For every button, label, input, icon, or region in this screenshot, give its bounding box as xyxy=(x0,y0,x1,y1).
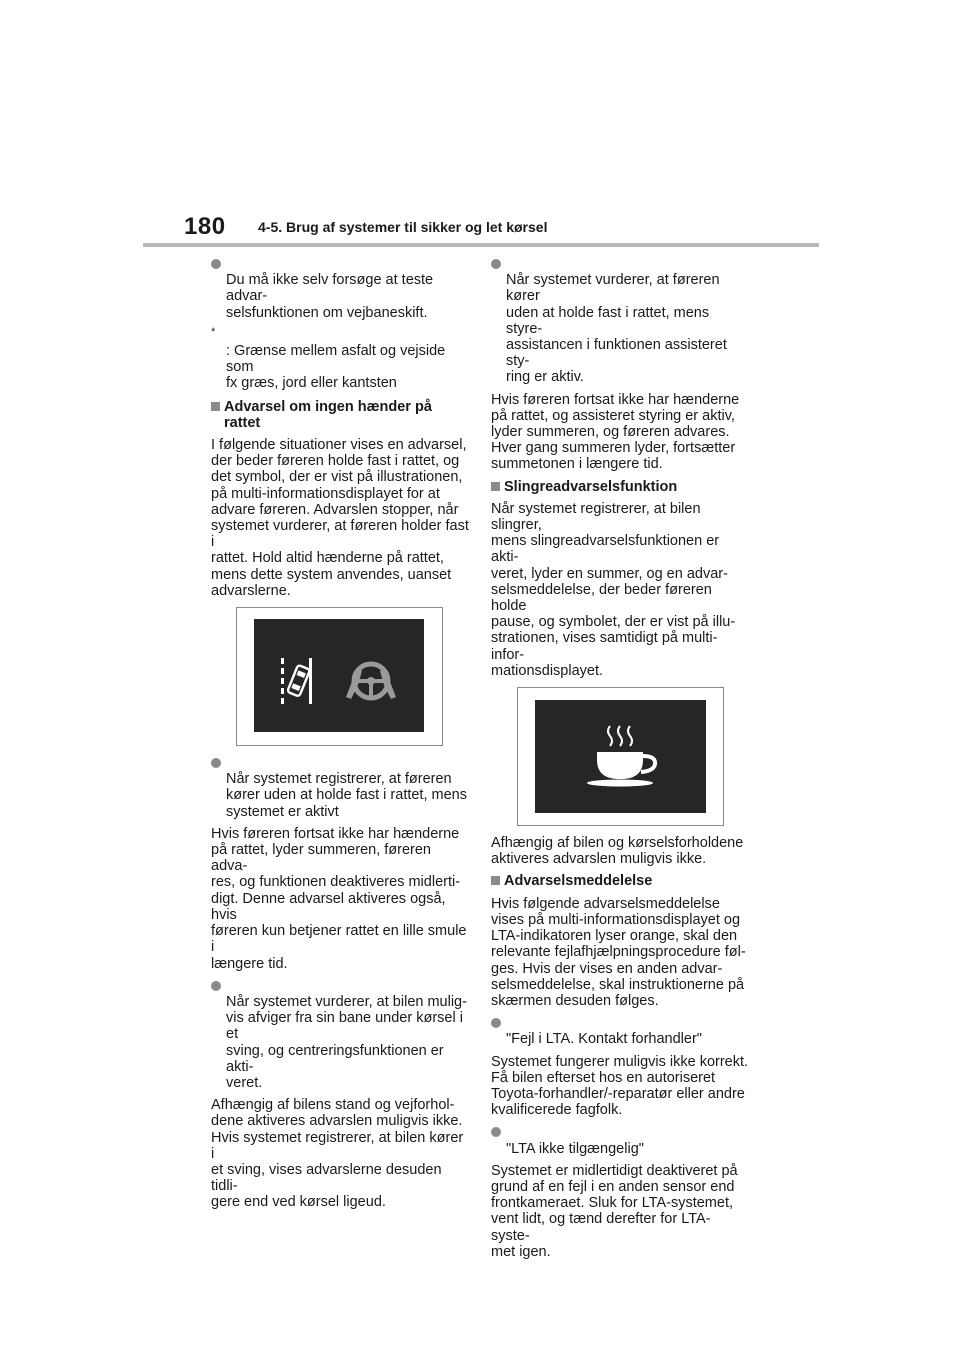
heading-text: Advarsel om ingen hænder på rattet xyxy=(224,398,432,431)
paragraph: Systemet fungerer muligvis ikke korrekt. Få bilen efterset hos en autoriseret Toyota-forhandler/-reparatør eller andre kvalificerede fagfolk. xyxy=(491,1053,749,1119)
bullet-item xyxy=(211,978,469,1091)
section-heading xyxy=(491,873,749,889)
bullet-text: "Fejl i LTA. Kontakt forhandler" xyxy=(506,1031,702,1048)
bullet-item xyxy=(491,1124,749,1156)
bullet-text: Når systemet registrerer, at føreren kører uden at holde fast i rattet, mens systemet er aktivt xyxy=(226,771,467,820)
bullet-text: Du må ikke selv forsøge at teste advar- selsfunktionen om vejbaneskift. xyxy=(226,272,434,321)
heading-square-icon xyxy=(211,402,220,411)
heading-text: Advarselsmeddelelse xyxy=(504,873,653,890)
paragraph: Når systemet registrerer, at bilen slingrer, mens slingreadvarselsfunktionen er akti- veret, lyder en summer, og en advar- selsmeddelelse, der beder føreren holde pause, og symbolet, der er vist på illu- strationen, vises samtidigt på multi-infor- mationsdisplayet. xyxy=(491,500,736,679)
bullet-text: Når systemet vurderer, at føreren kører uden at holde fast i rattet, mens styre- assistancen i funktionen assisteret sty- ring er aktiv. xyxy=(506,272,727,386)
coffee-cup-icon xyxy=(587,726,655,787)
page-number: 180 xyxy=(184,213,226,240)
header-divider xyxy=(143,243,819,247)
paragraph: Afhængig af bilen og kørselsforholdene aktiveres advarslen muligvis ikke. xyxy=(491,835,744,868)
footnote-text: : Grænse mellem asfalt og vejside som fx græs, jord eller kantsten xyxy=(226,343,446,392)
lane-departure-icon xyxy=(281,658,312,704)
heading-text: Slingreadvarselsfunktion xyxy=(504,478,678,495)
bullet-icon xyxy=(491,1018,501,1028)
section-heading xyxy=(211,399,469,431)
bullet-item xyxy=(211,755,469,820)
bullet-icon xyxy=(211,259,221,269)
heading-square-icon xyxy=(491,876,500,885)
hands-on-wheel-icon xyxy=(346,664,396,699)
paragraph: Afhængig af bilens stand og vejforhol- dene aktiveres advarslen muligvis ikke. Hvis systemet registrerer, at bilen kører i et sving, vises advarslerne desuden tidli- gere end ved kørsel ligeud. xyxy=(211,1097,464,1211)
bullet-text: "LTA ikke tilgængelig" xyxy=(506,1140,644,1157)
hands-off-warning-illustration xyxy=(236,607,443,746)
right-column xyxy=(491,256,749,1266)
bullet-icon xyxy=(211,758,221,768)
sway-warning-illustration xyxy=(517,687,724,826)
paragraph: Hvis føreren fortsat ikke har hænderne på rattet, og assisteret styring er aktiv, lyder summeren, og føreren advares. Hver gang summeren lyder, fortsætter summetonen i længere tid. xyxy=(491,391,740,473)
paragraph: I følgende situationer vises en advarsel, der beder føreren holde fast i rattet, og det symbol, der er vist på illustrationen, på multi-informationsdisplayet for at advare føreren. Advarslen stopper, når systemet vurderer, at føreren holder fast i rattet. Hold altid hænderne på rattet, mens dette system anvendes, uanset advarslerne. xyxy=(211,437,469,599)
paragraph: Systemet er midlertidigt deaktiveret på grund af en fejl i en anden sensor end frontkameraet. Sluk for LTA-systemet, vent lidt, og tænd derefter for LTA-syste- met igen. xyxy=(491,1162,738,1260)
paragraph: Hvis følgende advarselsmeddelelse vises på multi-informationsdisplayet og LTA-indikatoren lyser orange, skal den relevante fejlafhjælpningsprocedure føl- ges. Hvis der vises en anden advar- selsmeddelelse, skal instruktionerne på skærmen desuden følges. xyxy=(491,895,746,1009)
bullet-item xyxy=(211,256,469,321)
chapter-title: 4-5. Brug af systemer til sikker og let kørsel xyxy=(258,219,548,235)
bullet-item xyxy=(491,256,749,386)
bullet-icon xyxy=(491,259,501,269)
bullet-item xyxy=(491,1015,749,1047)
bullet-text: Når systemet vurderer, at bilen mulig- vis afviger fra sin bane under kørsel i et sving, og centreringsfunktionen er akti- veret. xyxy=(226,993,467,1091)
left-column xyxy=(211,256,469,1217)
heading-square-icon xyxy=(491,482,500,491)
footnote xyxy=(211,327,469,392)
multi-information-display xyxy=(535,700,706,813)
footnote-mark: * xyxy=(211,325,216,338)
section-heading xyxy=(491,479,749,495)
page-header xyxy=(0,0,960,250)
paragraph: Hvis føreren fortsat ikke har hænderne på rattet, lyder summeren, føreren adva- res, og funktionen deaktiveres midlerti- digt. Denne advarsel aktiveres også, hvis føreren kun betjener rattet en lille smule i længere tid. xyxy=(211,825,467,972)
bullet-icon xyxy=(491,1127,501,1137)
multi-information-display xyxy=(254,619,424,732)
bullet-icon xyxy=(211,981,221,991)
